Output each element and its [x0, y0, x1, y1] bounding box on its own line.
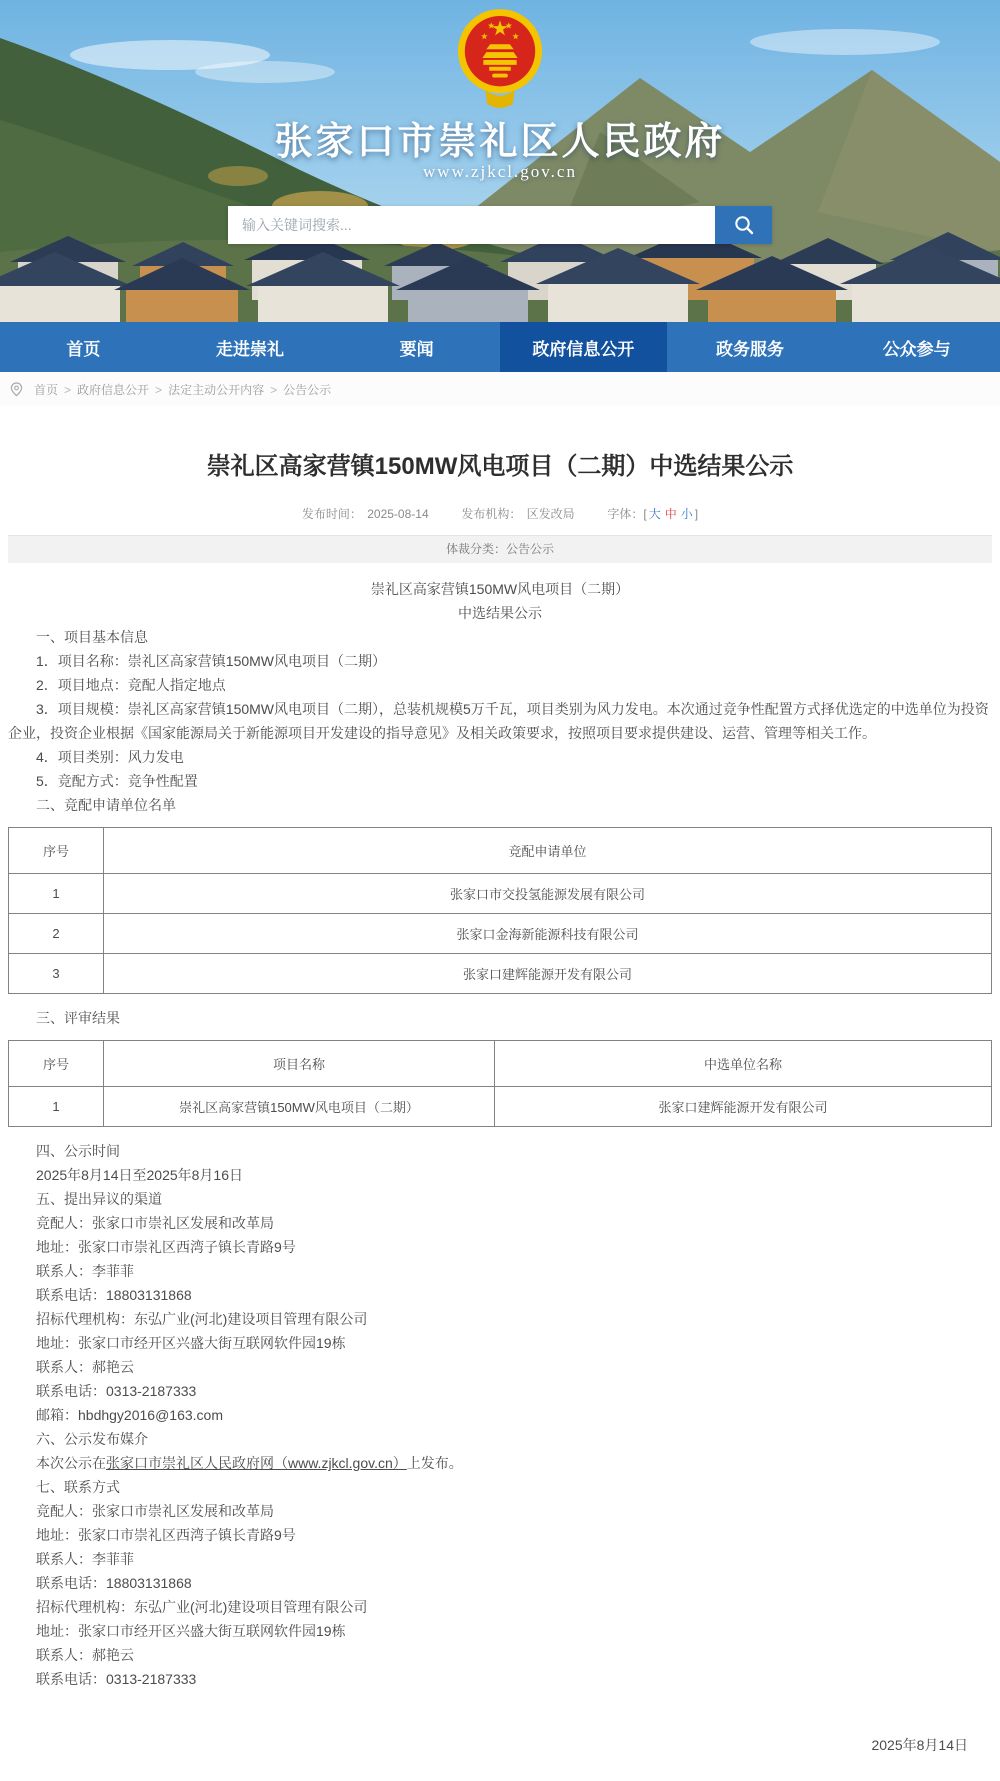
- paragraph: 邮箱：hbdhgy2016@163.com: [36, 1407, 223, 1423]
- paragraph: 联系人：郝艳云: [36, 1359, 134, 1375]
- paragraph: 竞配人：张家口市崇礼区发展和改革局: [36, 1503, 274, 1519]
- search-input[interactable]: [228, 206, 715, 244]
- breadcrumb-item[interactable]: 法定主动公开内容: [168, 382, 265, 397]
- site-url: www.zjkcl.gov.cn: [423, 162, 577, 181]
- site-link[interactable]: 张家口市崇礼区人民政府网（www.zjkcl.gov.cn）: [106, 1455, 407, 1471]
- paragraph: 联系电话：18803131868: [36, 1287, 192, 1303]
- search-button[interactable]: [715, 206, 772, 244]
- table-header-cell: 序号: [9, 1041, 104, 1087]
- breadcrumb-item[interactable]: 公告公示: [283, 382, 332, 397]
- table-header-row: [9, 828, 992, 874]
- nav-item-home[interactable]: 首页: [66, 339, 101, 359]
- table-row: [9, 914, 992, 954]
- table-row: [9, 874, 992, 914]
- table-cell: 崇礼区高家营镇150MW风电项目（二期）: [104, 1087, 495, 1127]
- nav-item-news[interactable]: 要闻: [399, 339, 434, 359]
- table-cell: 张家口金海新能源科技有限公司: [104, 914, 992, 954]
- breadcrumb-items: [29, 381, 336, 398]
- font-size-medium-button[interactable]: 中: [664, 507, 677, 521]
- paragraph: 地址：张家口市崇礼区西湾子镇长青路9号: [36, 1239, 296, 1255]
- breadcrumb-separator: >: [64, 382, 72, 397]
- paragraph: 1．项目名称：崇礼区高家营镇150MW风电项目（二期）: [36, 653, 387, 669]
- paragraph: 3．项目规模：崇礼区高家营镇150MW风电项目（二期），总装机规模5万千瓦，项目类别为风力发电。本次通过竞争性配置方式择优选定的中选单位为投资企业，投资企业根据《国家能源局关于新能源项目开发建设的指导意见》及相关政策要求，按照项目要求提供建设、运营、管理等相关工作。: [8, 701, 989, 741]
- paragraph: 地址：张家口市经开区兴盛大街互联网软件园19栋: [36, 1623, 346, 1639]
- doc-table: [8, 1040, 992, 1127]
- article: [0, 406, 1000, 1781]
- table-cell: 1: [9, 874, 104, 914]
- breadcrumb: [0, 372, 1000, 406]
- site-banner: [0, 0, 1000, 322]
- nav-item-gov-info[interactable]: 政府信息公开: [500, 322, 667, 372]
- main-nav: [0, 322, 1000, 372]
- table-header-cell: 中选单位名称: [495, 1041, 992, 1087]
- table-header-row: [9, 1041, 992, 1087]
- article-meta: [0, 505, 1000, 522]
- paragraph: 招标代理机构：东弘广业(河北)建设项目管理有限公司: [36, 1311, 368, 1327]
- font-size-bracket-close: ]: [694, 507, 699, 521]
- paragraph-text: 上发布。: [406, 1455, 463, 1471]
- breadcrumb-separator: >: [155, 382, 163, 397]
- table-header-cell: 项目名称: [104, 1041, 495, 1087]
- font-size-large-button[interactable]: 大: [648, 507, 661, 521]
- nav-item-about-chongli[interactable]: 走进崇礼: [216, 339, 284, 359]
- font-size-bracket-open: [: [643, 507, 647, 521]
- table-cell: 张家口建辉能源开发有限公司: [495, 1087, 992, 1127]
- paragraph: 二、竞配申请单位名单: [36, 797, 176, 813]
- site-title: 张家口市崇礼区人民政府: [274, 121, 726, 163]
- publish-date-footer: 2025年8月14日: [871, 1737, 968, 1753]
- paragraph: 联系电话：18803131868: [36, 1575, 192, 1591]
- table-header-cell: 竞配申请单位: [104, 828, 992, 874]
- paragraph: 三、评审结果: [36, 1010, 120, 1026]
- national-emblem: [456, 6, 544, 115]
- font-size-label: 字体：: [607, 507, 644, 521]
- table-cell: 3: [9, 954, 104, 994]
- table-cell: 张家口建辉能源开发有限公司: [104, 954, 992, 994]
- publish-time-label: 发布时间：: [301, 507, 362, 521]
- paragraph: 联系电话：0313-2187333: [36, 1671, 197, 1687]
- location-icon: [10, 382, 23, 397]
- paragraph: [0, 1451, 1000, 1475]
- paragraph: 六、公示发布媒介: [36, 1431, 148, 1447]
- breadcrumb-item[interactable]: 政府信息公开: [77, 382, 150, 397]
- table-row: [9, 1087, 992, 1127]
- paragraph: 地址：张家口市崇礼区西湾子镇长青路9号: [36, 1527, 296, 1543]
- paragraph: 2025年8月14日至2025年8月16日: [36, 1167, 244, 1183]
- paragraph: 四、公示时间: [36, 1143, 120, 1159]
- paragraph: 一、项目基本信息: [36, 629, 148, 645]
- font-size-small-button[interactable]: 小: [680, 507, 693, 521]
- paragraph: 5．竞配方式：竞争性配置: [36, 773, 198, 789]
- paragraph: 联系电话：0313-2187333: [36, 1383, 197, 1399]
- table-cell: 1: [9, 1087, 104, 1127]
- agency-value: 区发改局: [526, 507, 575, 521]
- doc-heading-line: 中选结果公示: [458, 605, 542, 621]
- paragraph: 联系人：郝艳云: [36, 1647, 134, 1663]
- doc-table: [8, 827, 992, 994]
- search-icon: [733, 214, 755, 236]
- paragraph: 联系人：李菲菲: [36, 1551, 134, 1567]
- breadcrumb-separator: >: [270, 382, 278, 397]
- table-row: [9, 954, 992, 994]
- category-bar: 体裁分类：公告公示: [8, 535, 992, 563]
- paragraph: 七、联系方式: [36, 1479, 120, 1495]
- paragraph: 联系人：李菲菲: [36, 1263, 134, 1279]
- agency-label: 发布机构：: [461, 507, 522, 521]
- table-cell: 张家口市交投氢能源发展有限公司: [104, 874, 992, 914]
- paragraph: 2．项目地点：竞配人指定地点: [36, 677, 226, 693]
- article-title: 崇礼区高家营镇150MW风电项目（二期）中选结果公示: [206, 453, 794, 480]
- paragraph: 竞配人：张家口市崇礼区发展和改革局: [36, 1215, 274, 1231]
- paragraph: 地址：张家口市经开区兴盛大街互联网软件园19栋: [36, 1335, 346, 1351]
- paragraph: 五、提出异议的渠道: [36, 1191, 162, 1207]
- table-cell: 2: [9, 914, 104, 954]
- breadcrumb-item[interactable]: 首页: [34, 382, 59, 397]
- paragraph-text: 本次公示在: [36, 1455, 106, 1471]
- doc-heading-line: 崇礼区高家营镇150MW风电项目（二期）: [370, 581, 630, 597]
- paragraph: 4．项目类别：风力发电: [36, 749, 184, 765]
- table-header-cell: 序号: [9, 828, 104, 874]
- nav-item-gov-services[interactable]: 政务服务: [716, 339, 785, 359]
- paragraph: 招标代理机构：东弘广业(河北)建设项目管理有限公司: [36, 1599, 368, 1615]
- search-bar: [228, 206, 772, 244]
- article-body: [0, 563, 1000, 1691]
- nav-item-public-participation[interactable]: 公众参与: [882, 339, 951, 359]
- publish-time-value: 2025-08-14: [367, 507, 429, 521]
